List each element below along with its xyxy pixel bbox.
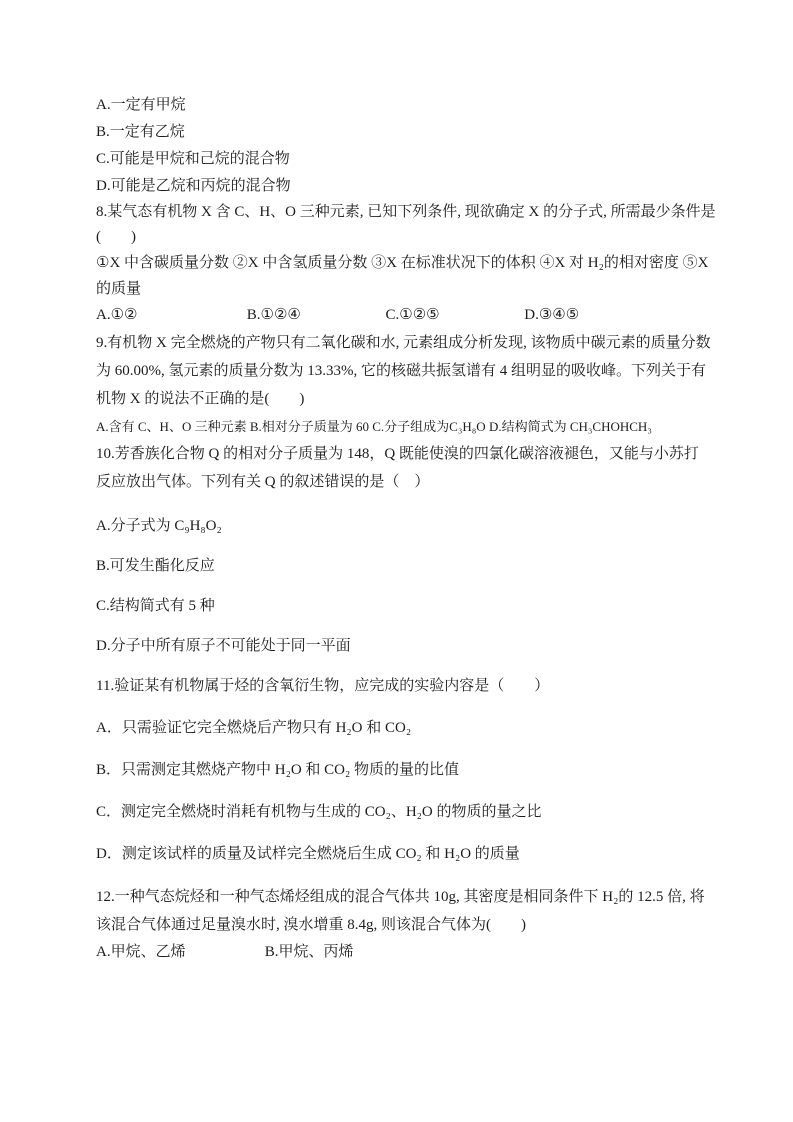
- question-8-options-row: [96, 302, 720, 329]
- question-7-option-a: A.一定有甲烷: [96, 97, 186, 113]
- question-10-stem-line1: 10.芳香族化合物 Q 的相对分子质量为 148，Q 既能使溴的四氯化碳溶液褪色，又能与小苏打: [96, 446, 699, 462]
- question-10-option-d: D.分子中所有原子不可能处于同一平面: [96, 638, 351, 654]
- question-11-option-a: A．只需验证它完全燃烧后产物只有 H₂O 和 CO₂: [96, 720, 412, 736]
- question-9-stem-line2: 为 60.00%, 氢元素的质量分数为 13.33%, 它的核磁共振氢谱有 4 组明显的吸收峰。下列关于有: [96, 363, 706, 379]
- question-7-option-c: C.可能是甲烷和己烷的混合物: [96, 151, 290, 167]
- question-11-option-d: D．测定该试样的质量及试样完全燃烧后生成 CO₂ 和 H₂O 的质量: [96, 846, 520, 862]
- question-8-conditions-line1: ①X 中含碳质量分数 ②X 中含氢质量分数 ③X 在标准状况下的体积 ④X 对 H₂的相对密度 ⑤X: [96, 255, 709, 271]
- question-8-stem: [96, 200, 720, 250]
- question-7-options: [96, 92, 720, 200]
- question-10-option-b: B.可发生酯化反应: [96, 558, 215, 574]
- question-9-stem-line1: 9.有机物 X 完全燃烧的产物只有二氧化碳和水, 元素组成分析发现, 该物质中碳元素的质量分数: [96, 335, 711, 351]
- question-8-conditions-line2: 的质量: [96, 281, 142, 297]
- question-9-options-line: A.含有 C、H、O 三种元素 B.相对分子质量为 60 C.分子组成为C₃H₈O D.结构简式为 CH₃CHOHCH₃: [96, 419, 652, 434]
- question-10-stem: [96, 440, 720, 496]
- question-8-conditions: [96, 250, 720, 302]
- question-8-option-c: C.①②⑤: [385, 307, 440, 323]
- question-10-option-a: A.分子式为 C₉H₈O₂: [96, 518, 222, 534]
- question-7-option-d: D.可能是乙烷和丙烷的混合物: [96, 178, 291, 194]
- question-8-option-b: B.①②④: [246, 307, 301, 323]
- question-10-option-c: C.结构简式有 5 种: [96, 598, 215, 614]
- question-9-stem: [96, 329, 720, 413]
- question-8-option-d: D.③④⑤: [524, 307, 580, 323]
- question-8-stem-line1: 8.某气态有机物 X 含 C、H、O 三种元素, 已知下列条件, 现欲确定 X 的分子式, 所需最少条件是: [96, 204, 716, 220]
- question-12-option-a: A.甲烷、乙烯: [96, 944, 186, 960]
- question-11-option-c: C．测定完全燃烧时消耗有机物与生成的 CO₂、H₂O 的物质的量之比: [96, 804, 542, 820]
- question-12-stem-line1: 12.一种气态烷烃和一种气态烯烃组成的混合气体共 10g, 其密度是相同条件下 H₂的 12.5 倍, 将: [96, 889, 705, 905]
- question-8-stem-line2: ( ): [96, 229, 136, 245]
- question-12-stem-line2: 该混合气体通过足量溴水时, 溴水增重 8.4g, 则该混合气体为( ): [96, 917, 526, 933]
- question-12-options-row: [96, 939, 720, 966]
- question-7-option-b: B.一定有乙烷: [96, 124, 185, 140]
- question-9-stem-line3: 机物 X 的说法不正确的是( ): [96, 391, 305, 407]
- question-10-stem-line2: 反应放出气体。下列有关 Q 的叙述错误的是（ ）: [96, 474, 430, 490]
- question-12-option-b: B.甲烷、丙烯: [264, 944, 354, 960]
- question-12-stem: [96, 883, 720, 939]
- question-11-options: [96, 715, 720, 868]
- document-content: [96, 92, 720, 966]
- question-11-stem: 11.验证某有机物属于烃的含氧衍生物，应完成的实验内容是（ ）: [96, 678, 550, 694]
- question-8-option-a: A.①②: [96, 307, 138, 323]
- question-11-option-b: B．只需测定其燃烧产物中 H₂O 和 CO₂ 物质的量的比值: [96, 762, 459, 778]
- question-10-options: [96, 513, 720, 660]
